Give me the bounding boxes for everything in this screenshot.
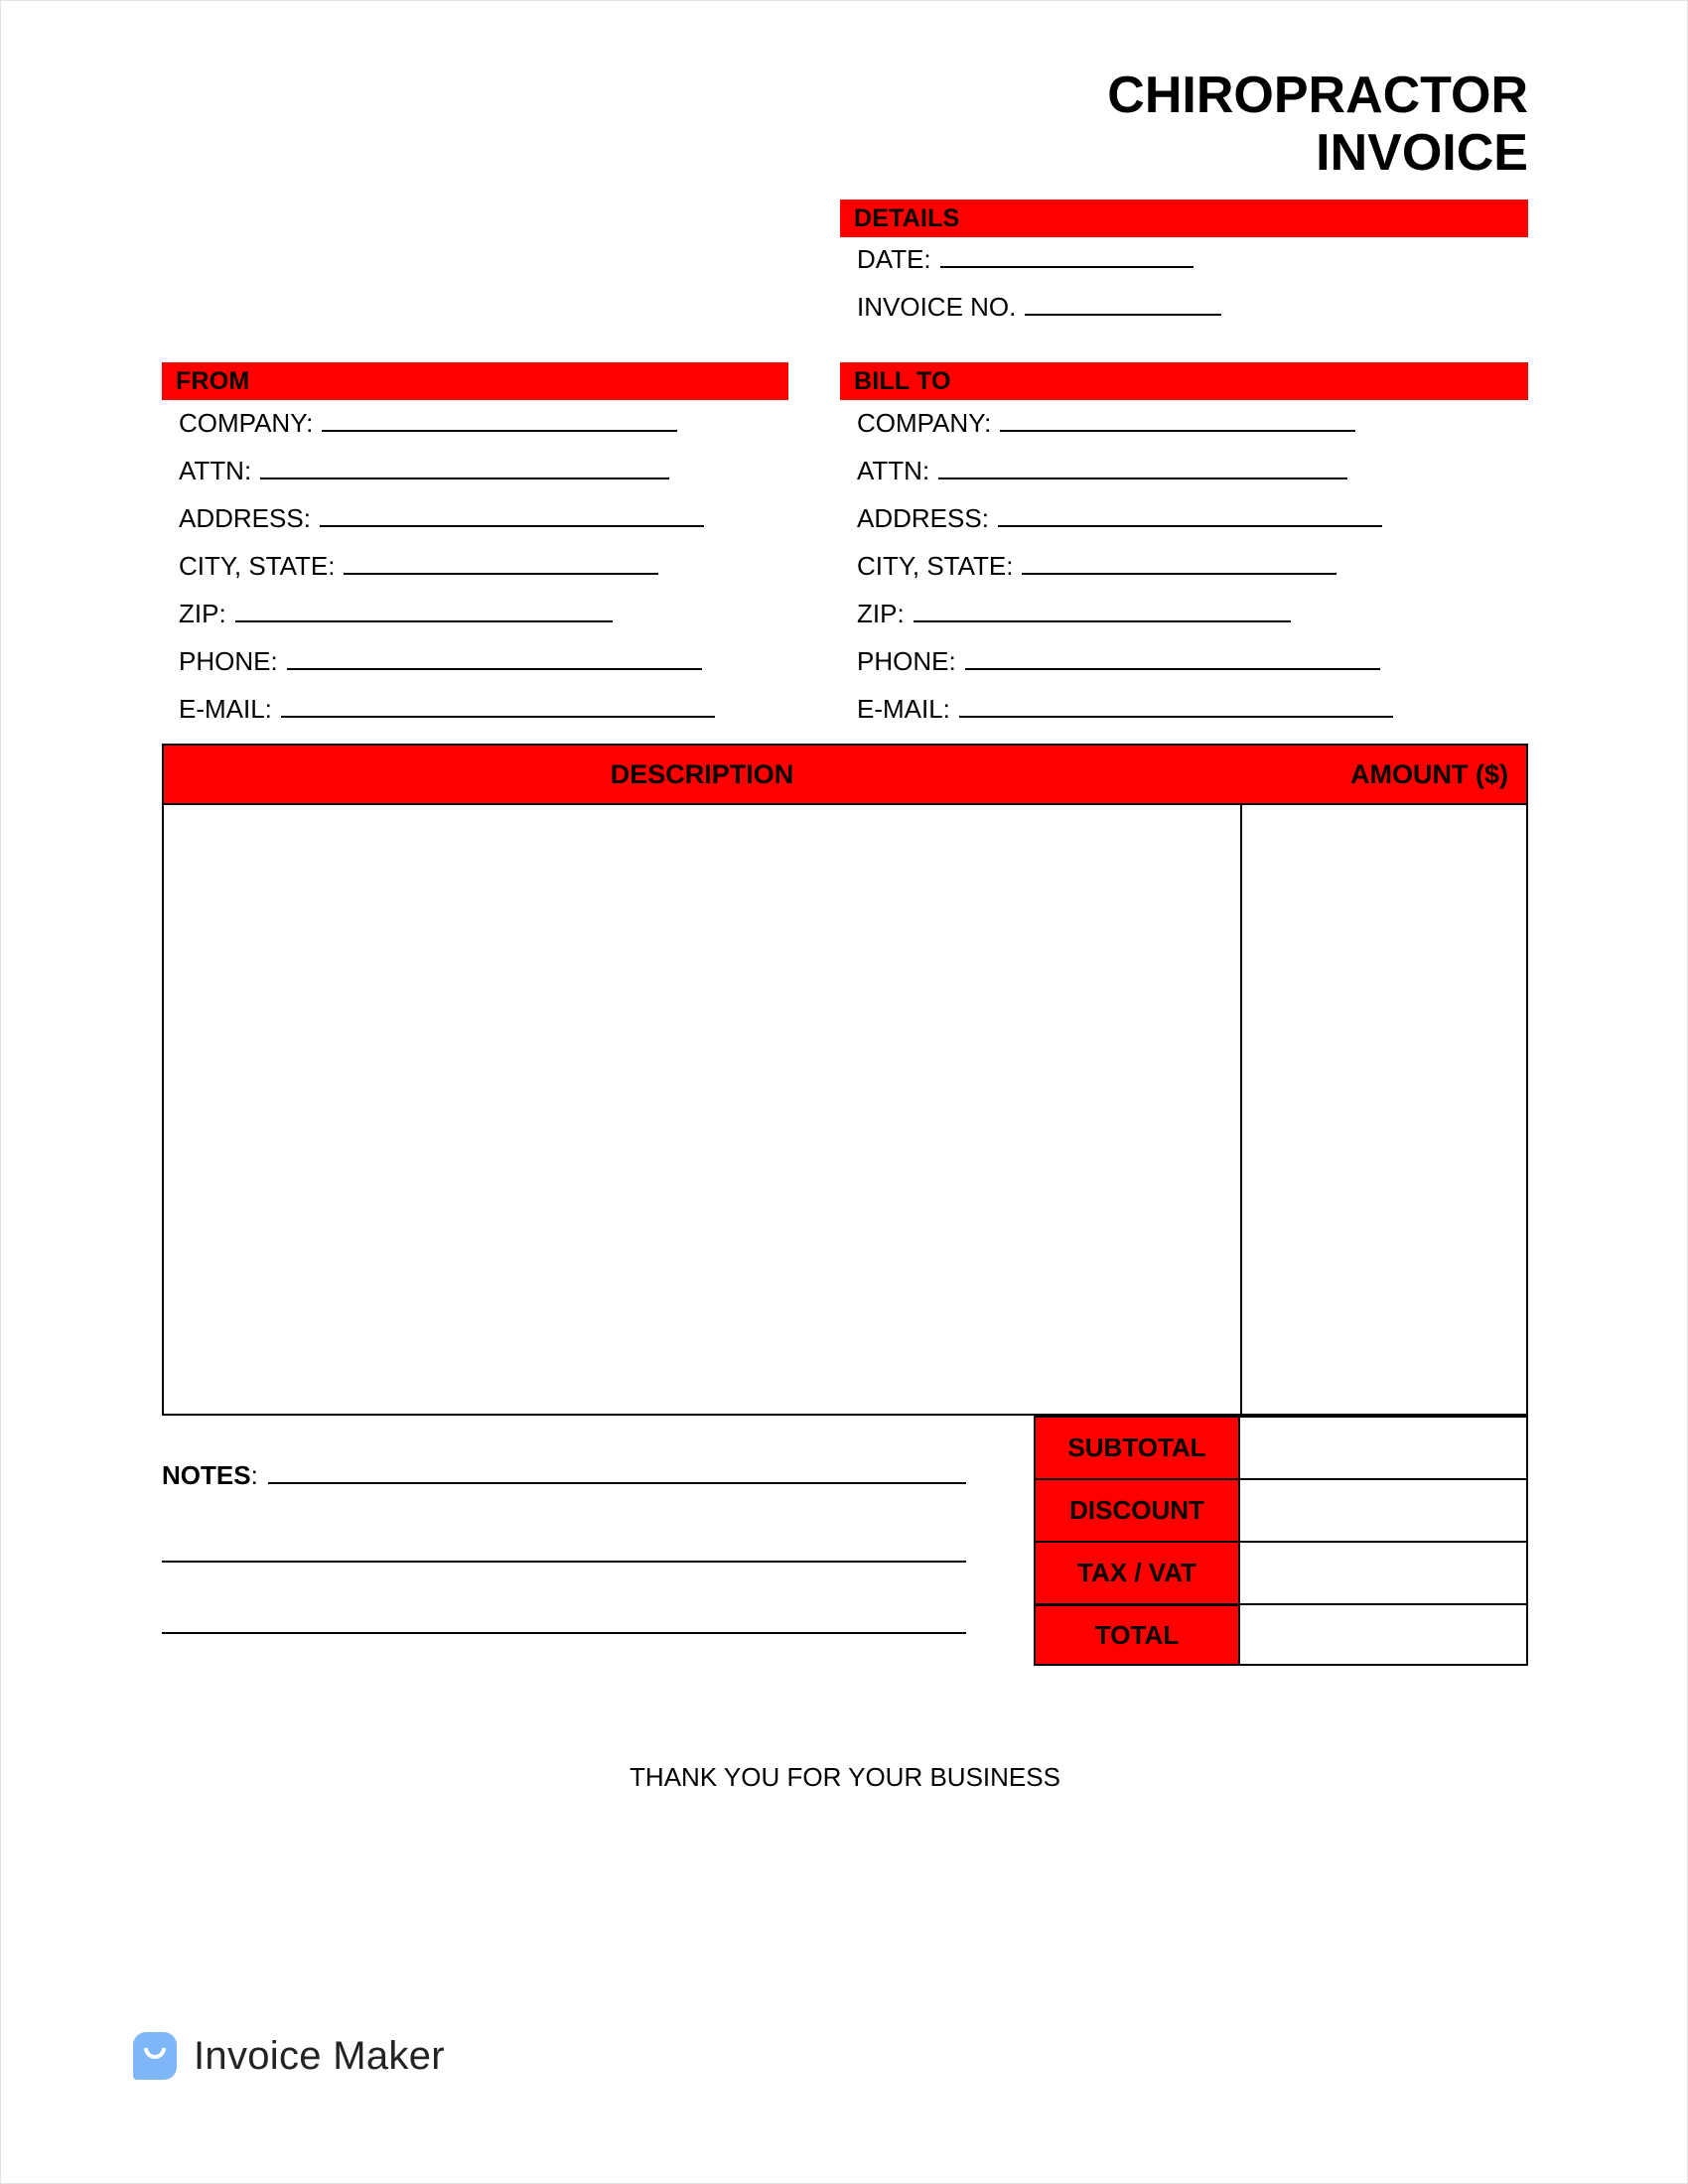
bill-to-field-row <box>857 456 1393 503</box>
totals-label-tax-vat: TAX / VAT <box>1034 1541 1240 1603</box>
details-field-input[interactable] <box>1025 294 1221 316</box>
notes-input-line-2[interactable] <box>162 1491 966 1563</box>
from-field-label: COMPANY: <box>179 408 314 438</box>
bill-to-field-label: ADDRESS: <box>857 503 989 533</box>
details-fields <box>857 244 1221 340</box>
thank-you-message: THANK YOU FOR YOUR BUSINESS <box>630 1762 1060 1792</box>
from-field-label: ZIP: <box>179 599 226 628</box>
from-field-input[interactable] <box>235 601 613 622</box>
bill-to-field-input[interactable] <box>959 696 1393 718</box>
bill-to-field-label: PHONE: <box>857 646 956 676</box>
from-field-label: CITY, STATE: <box>179 551 336 581</box>
from-field-input[interactable] <box>322 410 677 432</box>
from-field-label: PHONE: <box>179 646 278 676</box>
totals-row <box>1034 1541 1528 1603</box>
bill-to-field-label: ATTN: <box>857 456 930 485</box>
bill-to-field-row <box>857 551 1393 599</box>
notes-first-line <box>162 1460 966 1491</box>
details-section-header: DETAILS <box>840 200 1528 237</box>
from-fields <box>179 408 715 742</box>
from-field-label: ATTN: <box>179 456 252 485</box>
smile-arc <box>144 2048 166 2059</box>
totals-row <box>1034 1478 1528 1541</box>
notes-input-line-1[interactable] <box>268 1460 966 1484</box>
details-field-label: INVOICE NO. <box>857 292 1017 322</box>
brand-logo <box>133 2032 445 2080</box>
bill-to-field-label: CITY, STATE: <box>857 551 1014 581</box>
from-field-row <box>179 599 715 646</box>
items-table-body[interactable] <box>162 805 1528 1416</box>
totals-value-total[interactable] <box>1240 1603 1528 1666</box>
from-field-row <box>179 503 715 551</box>
totals-row <box>1034 1603 1528 1666</box>
from-field-input[interactable] <box>287 648 702 670</box>
notes-separator: : <box>250 1460 258 1490</box>
column-header-description: DESCRIPTION <box>610 759 794 789</box>
title-line-1: CHIROPRACTOR <box>1107 67 1528 124</box>
items-table-header <box>162 744 1528 805</box>
totals-value-discount[interactable] <box>1240 1478 1528 1541</box>
from-field-row <box>179 694 715 742</box>
details-field-row <box>857 244 1221 292</box>
bill-to-field-row <box>857 694 1393 742</box>
bill-to-field-input[interactable] <box>965 648 1380 670</box>
bill-to-field-input[interactable] <box>998 505 1382 527</box>
bill-to-field-input[interactable] <box>1000 410 1355 432</box>
bill-to-field-label: COMPANY: <box>857 408 992 438</box>
column-header-amount: AMOUNT ($) <box>1350 759 1508 789</box>
from-field-label: ADDRESS: <box>179 503 311 533</box>
from-field-row <box>179 551 715 599</box>
notes-label: NOTES <box>162 1460 251 1490</box>
notes-input-line-3[interactable] <box>162 1563 966 1634</box>
totals-value-tax-vat[interactable] <box>1240 1541 1528 1603</box>
bill-to-fields <box>857 408 1393 742</box>
details-field-input[interactable] <box>940 246 1194 268</box>
bill-to-field-row <box>857 646 1393 694</box>
page-title <box>162 67 1528 182</box>
bill-to-section-header: BILL TO <box>840 362 1528 400</box>
bill-to-field-row <box>857 408 1393 456</box>
smile-icon <box>133 2032 177 2080</box>
details-field-row <box>857 292 1221 340</box>
totals-label-discount: DISCOUNT <box>1034 1478 1240 1541</box>
from-field-input[interactable] <box>260 458 669 479</box>
totals-label-total: TOTAL <box>1034 1603 1240 1666</box>
brand-name: Invoice Maker <box>194 2033 445 2078</box>
bill-to-field-input[interactable] <box>938 458 1347 479</box>
details-field-label: DATE: <box>857 244 931 274</box>
notes-extra-lines <box>162 1491 966 1634</box>
totals-value-subtotal[interactable] <box>1240 1416 1528 1478</box>
items-table-column-divider <box>1240 805 1242 1414</box>
from-section-header: FROM <box>162 362 788 400</box>
from-field-label: E-MAIL: <box>179 694 272 724</box>
bill-to-field-row <box>857 503 1393 551</box>
totals-block <box>1034 1416 1528 1666</box>
totals-label-subtotal: SUBTOTAL <box>1034 1416 1240 1478</box>
from-field-input[interactable] <box>344 553 658 575</box>
from-field-row <box>179 646 715 694</box>
from-field-input[interactable] <box>320 505 704 527</box>
bill-to-field-input[interactable] <box>1022 553 1336 575</box>
notes-block <box>162 1460 966 1634</box>
totals-row <box>1034 1416 1528 1478</box>
bill-to-field-input[interactable] <box>914 601 1291 622</box>
bill-to-field-label: ZIP: <box>857 599 905 628</box>
title-line-2: INVOICE <box>1316 124 1528 183</box>
from-field-input[interactable] <box>281 696 715 718</box>
bill-to-field-label: E-MAIL: <box>857 694 950 724</box>
bill-to-field-row <box>857 599 1393 646</box>
from-field-row <box>179 456 715 503</box>
from-field-row <box>179 408 715 456</box>
